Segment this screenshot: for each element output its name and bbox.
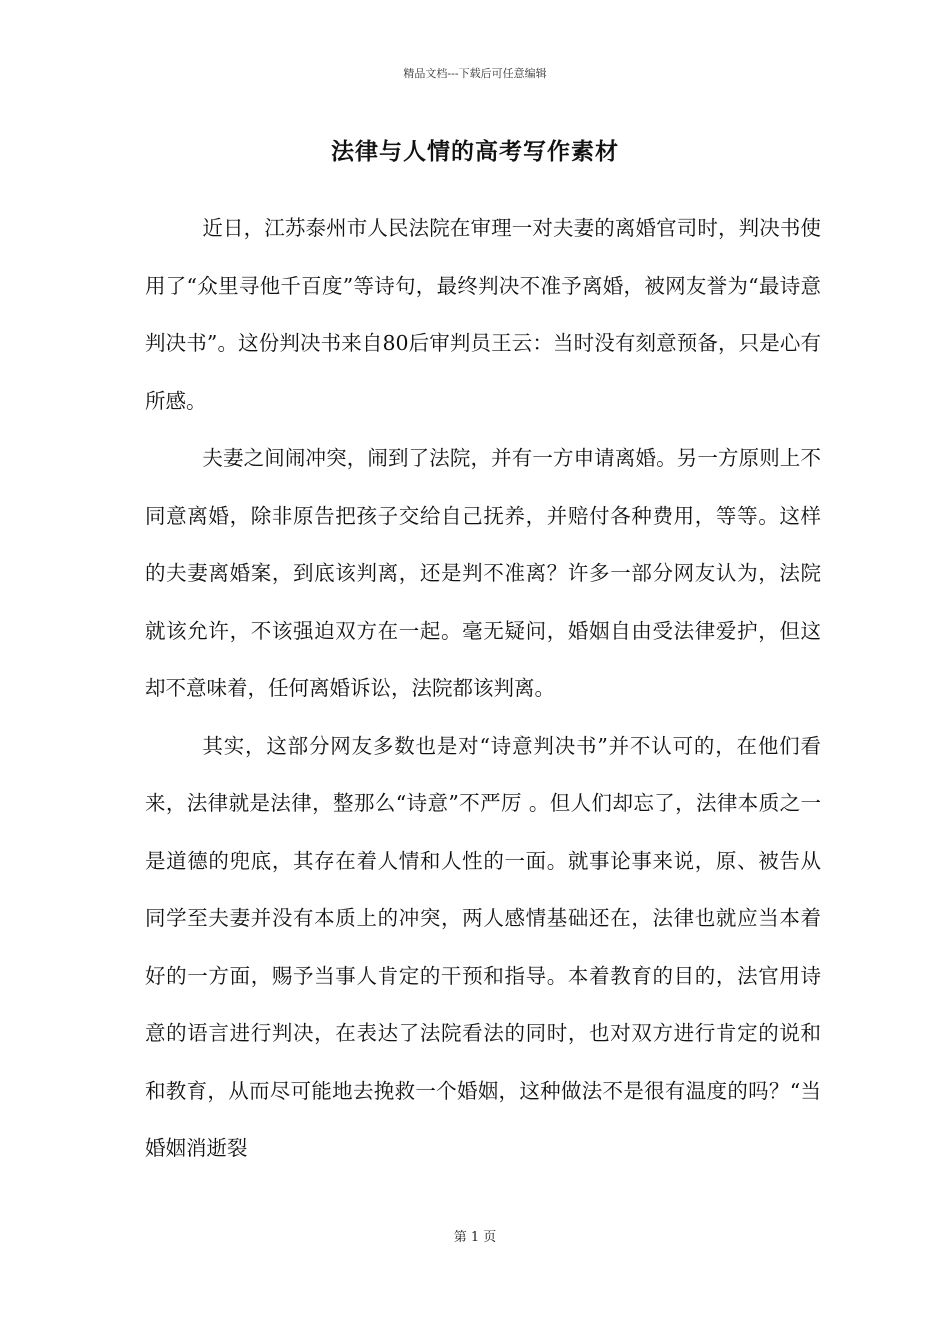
paragraph: 夫妻之间闹冲突，闹到了法院，并有一方申请离婚。另一方原则上不同意离婚，除非原告把孩子交给自己抚养，并赔付各种费用，等等。这样的夫妻离婚案，到底该判离，还是判不准离？许多一部分网友认为，法院就该允许，不该强迫双方在一起。毫无疑问，婚姻自由受法律爱护，但这却不意味着，任何离婚诉讼，法院都该判离。 <box>145 446 821 700</box>
page-header: 精品文档---下载后可任意编辑 <box>403 67 547 80</box>
paragraph: 近日，江苏泰州市人民法院在审理一对夫妻的离婚官司时，判决书使用了“众里寻他千百度”等诗句，最终判决不准予离婚，被网友誉为“最诗意判决书”。这份判决书来自80后审判员王云：当时没有刻意预备，只是心有所感。 <box>145 216 821 413</box>
page-number: 第 1 页 <box>453 1230 497 1245</box>
paragraph: 其实，这部分网友多数也是对“诗意判决书”并不认可的，在他们看来，法律就是法律，整那么“诗意”不严厉 。但人们却忘了，法律本质之一是道德的兜底，其存在着人情和人性的一面。就事论事来说，原、被告从同学至夫妻并没有本质上的冲突，两人感情基础还在，法律也就应当本着好的一方面，赐予当事人肯定的干预和指导。本着教育的目的，法官用诗意的语言进行判决，在表达了法院看法的同时，也对双方进行肯定的说和和教育，从而尽可能地去挽救一个婚姻，这种做法不是很有温度的吗？“当婚姻消逝裂 <box>145 733 821 1160</box>
document-body <box>145 200 821 1178</box>
document-title: 法律与人情的高考写作素材 <box>331 138 619 165</box>
